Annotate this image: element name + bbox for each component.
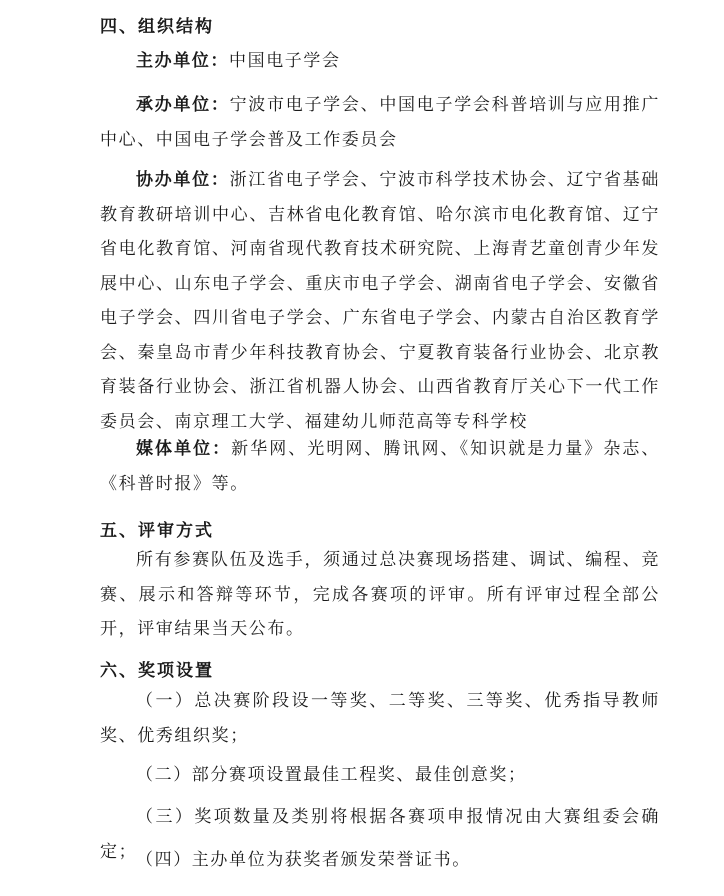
award-item: （三）奖项数量及类别将根据各赛项申报情况由大赛组委会确定； <box>100 807 660 862</box>
award-item: （一）总决赛阶段设一等奖、二等奖、三等奖、优秀指导教师奖、优秀组织奖； <box>100 691 660 746</box>
host-text: 中国电子学会 <box>229 51 341 71</box>
section-heading-review: 五、评审方式 <box>100 521 214 541</box>
coorg-label: 协办单位： <box>136 170 230 190</box>
host-label: 主办单位： <box>136 51 229 71</box>
undertaker-text: 宁波市电子学会、中国电子学会科普培训与应用推广中心、中国电子学会普及工作委员会 <box>100 95 660 150</box>
review-paragraph: 所有参赛队伍及选手，须通过总决赛现场搭建、调试、编程、竞赛、展示和答辩等环节，完成各赛项的评审。所有评审过程全部公开，评审结果当天公布。 <box>100 550 660 639</box>
section-heading-awards: 六、奖项设置 <box>100 661 214 681</box>
media-label: 媒体单位： <box>136 439 232 459</box>
coorg-paragraph <box>100 163 660 439</box>
award-item: （四）主办单位为获奖者颁发荣誉证书。 <box>136 850 471 870</box>
award-item: （二）部分赛项设置最佳工程奖、最佳创意奖； <box>136 765 527 785</box>
undertaker-paragraph <box>100 88 660 157</box>
undertaker-label: 承办单位： <box>136 95 230 115</box>
media-text: 新华网、光明网、腾讯网、《知识就是力量》杂志、《科普时报》等。 <box>100 439 660 494</box>
coorg-text: 浙江省电子学会、宁波市科学技术协会、辽宁省基础教育教研培训中心、吉林省电化教育馆、哈尔滨市电化教育馆、辽宁省电化教育馆、河南省现代教育技术研究院、上海青艺童创青少年发展中心、山东电子学会、重庆市电子学会、湖南省电子学会、安徽省电子学会、四川省电子学会、广东省电子学会、内蒙古自治区教育学会、秦皇岛市青少年科技教育协会、宁夏教育装备行业协会、北京教育装备行业协会、浙江省机器人协会、山西省教育厅关心下一代工作委员会、南京理工大学、福建幼儿师范高等专科学校 <box>100 170 660 432</box>
media-paragraph <box>100 432 660 501</box>
host-paragraph <box>100 44 660 79</box>
section-heading-org: 四、组织结构 <box>100 17 214 37</box>
